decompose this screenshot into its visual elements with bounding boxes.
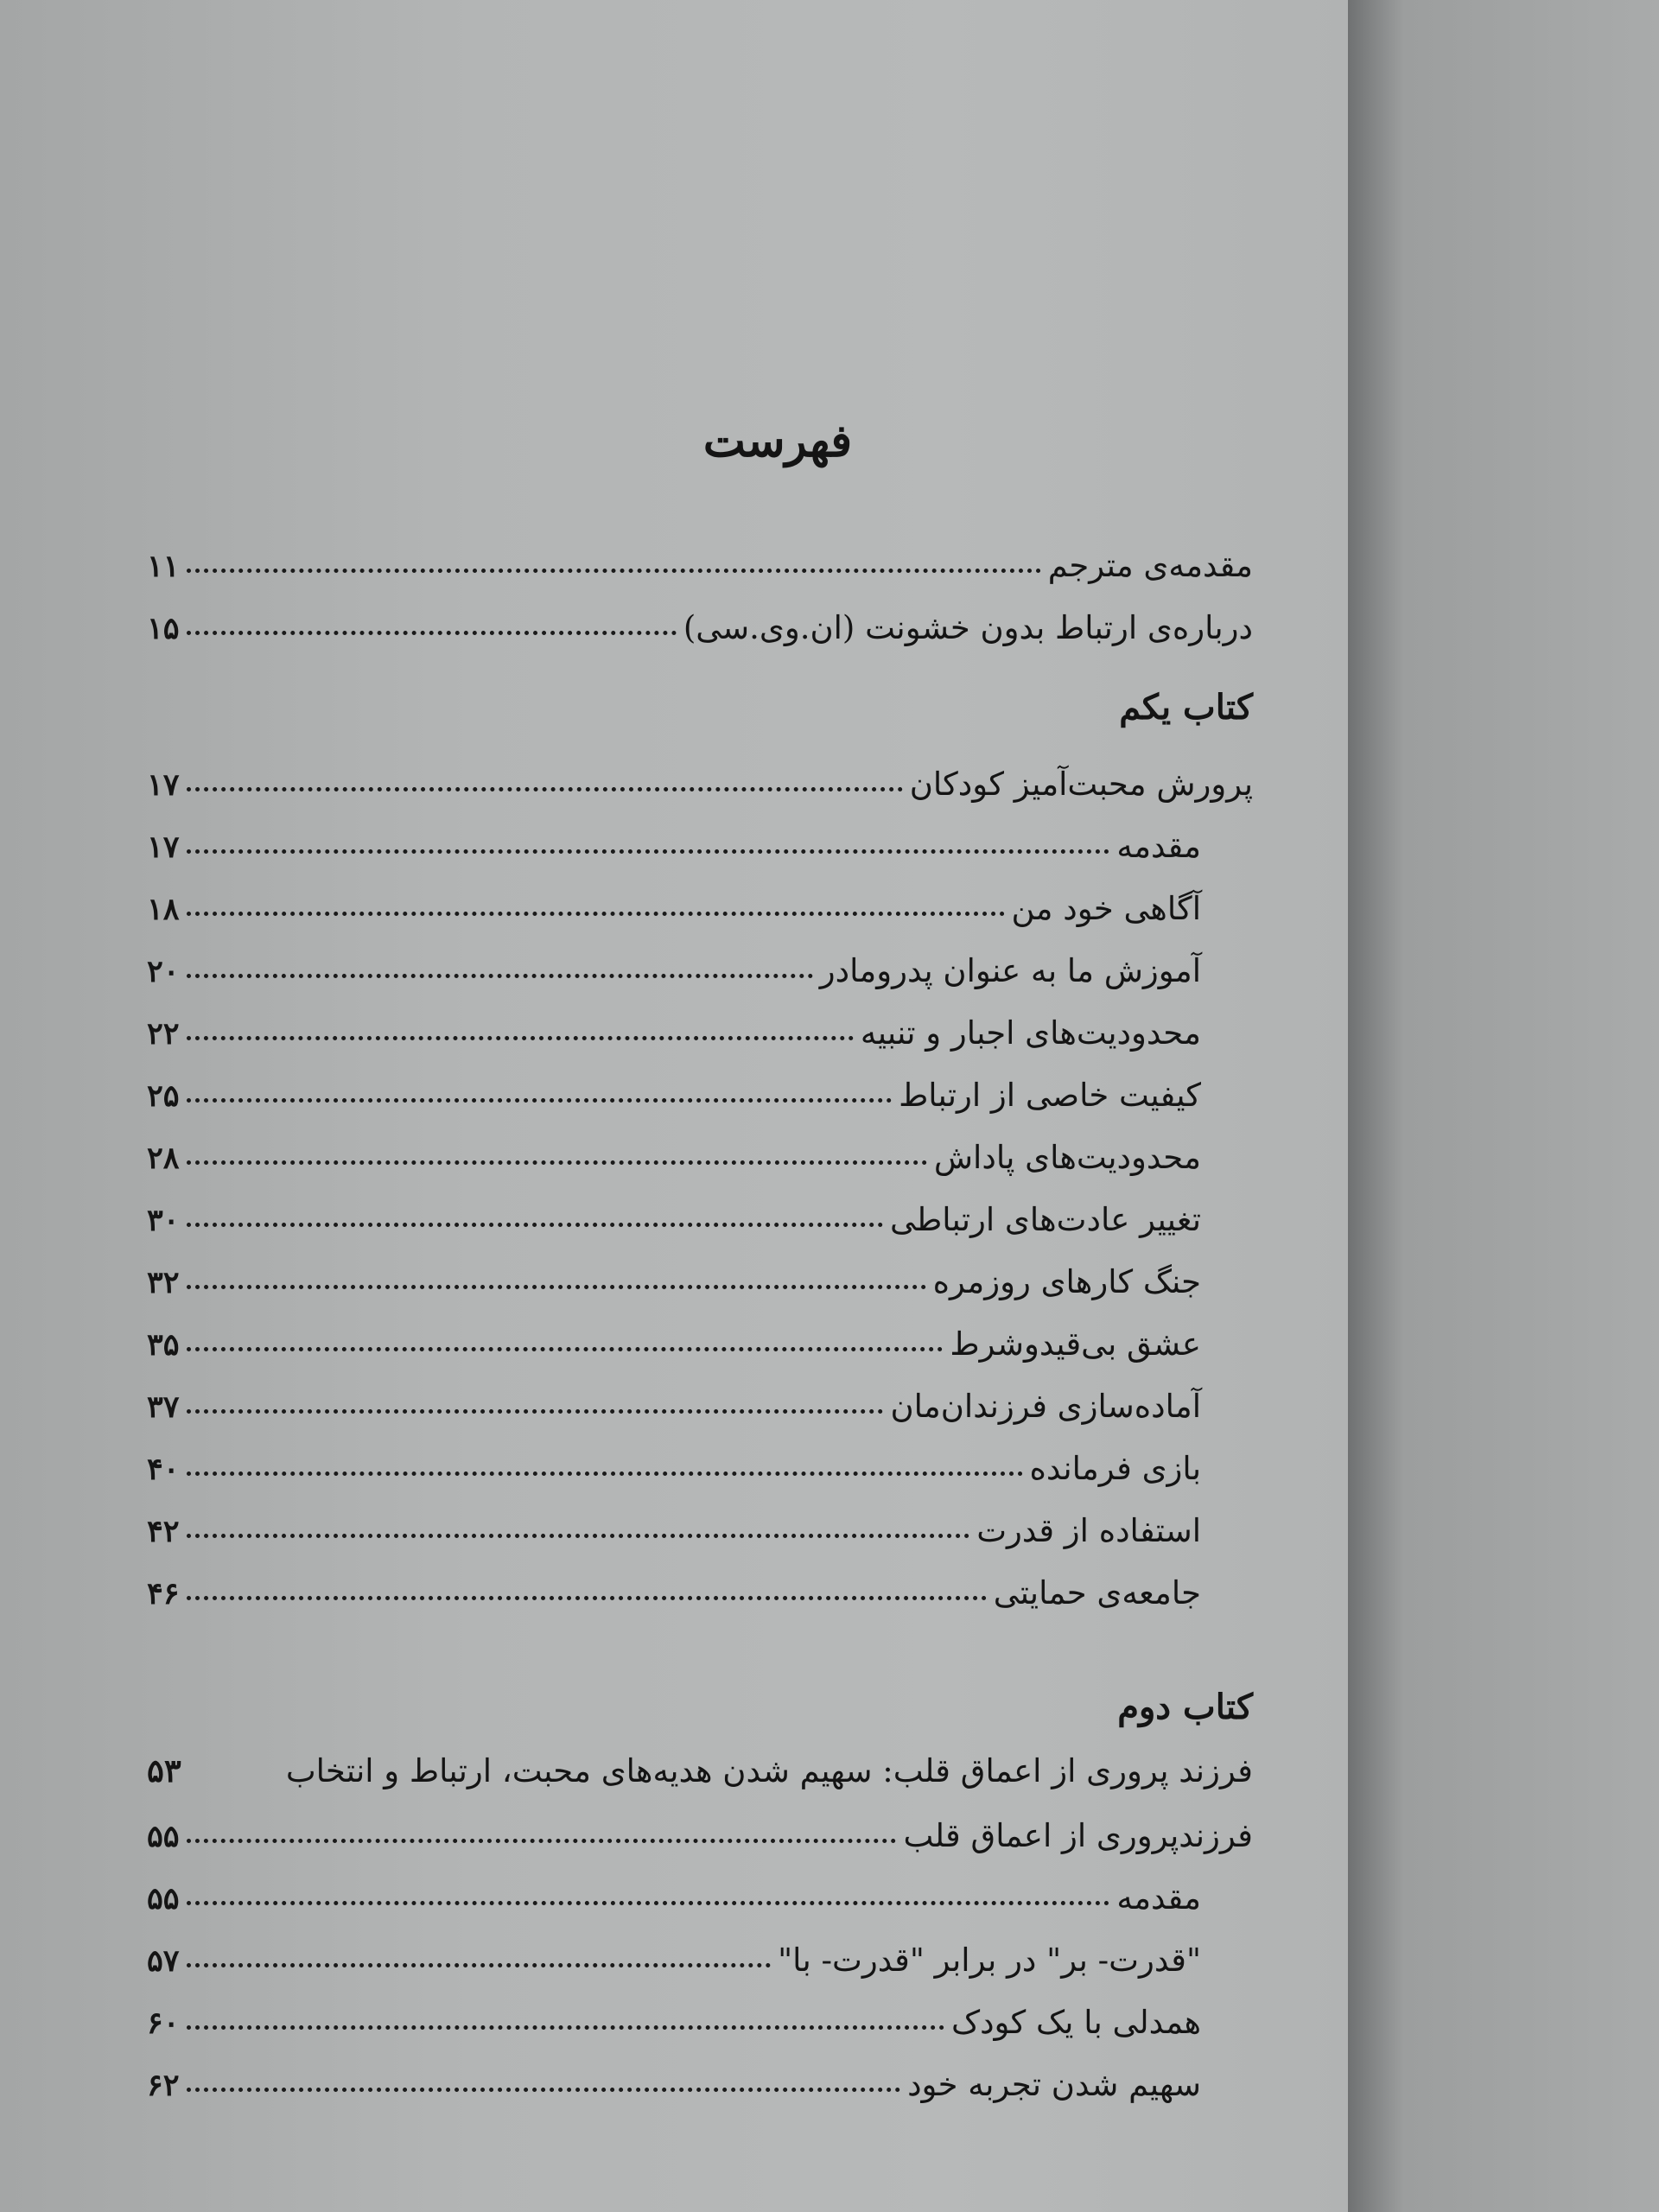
dot-leader [187, 569, 1041, 573]
dot-leader [187, 2025, 944, 2030]
toc-subentry [147, 1914, 1253, 1979]
entry-label: محدودیت‌های پاداش [933, 1139, 1201, 1176]
toc-entry [147, 1789, 1253, 1852]
toc-subentry [147, 987, 1253, 1052]
entry-page: ۲۰ [147, 954, 180, 989]
entry-label: فرزندپروری از اعماق قلب [903, 1817, 1253, 1854]
entry-page: ۵۵ [147, 1881, 180, 1916]
dot-leader [187, 1596, 987, 1600]
entry-page: ۳۰ [147, 1203, 180, 1238]
toc-subentry [147, 1111, 1253, 1176]
entry-page: ۶۰ [147, 2005, 180, 2041]
dot-leader [187, 1223, 883, 1227]
toc-subentry [147, 1547, 1253, 1609]
entry-label: کیفیت خاصی از ارتباط [899, 1077, 1201, 1114]
dot-leader [187, 1409, 884, 1414]
entry-label: مقدمه [1116, 1879, 1201, 1916]
toc-subentry [147, 2038, 1253, 2101]
entry-label: "قدرت- بر" در برابر "قدرت- با" [778, 1942, 1201, 1979]
entry-label: تغییر عادت‌های ارتباطی [890, 1201, 1201, 1238]
dot-leader [187, 1471, 1023, 1476]
toc-subentry [147, 1049, 1253, 1114]
dot-leader [187, 849, 1110, 854]
entry-label: مقدمه [1116, 828, 1201, 865]
dot-leader [187, 1098, 892, 1103]
dot-leader [187, 1901, 1110, 1905]
entry-label: محدودیت‌های اجبار و تنبیه [860, 1014, 1201, 1052]
entry-label: جنگ کارهای روزمره [932, 1263, 1201, 1300]
toc-subentry [147, 1484, 1253, 1547]
entry-page: ۴۶ [147, 1576, 180, 1611]
dot-leader [187, 1285, 926, 1289]
toc-entry [147, 519, 1253, 582]
toc-subentry [147, 1236, 1253, 1298]
toc-subentry [147, 1422, 1253, 1487]
entry-label: عشق بی‌قیدوشرط [950, 1325, 1201, 1363]
toc-subentry [147, 862, 1253, 925]
entry-page: ۳۵ [147, 1327, 180, 1363]
entry-label: سهیم شدن تجربه خود [907, 2066, 1201, 2103]
entry-page: ۱۵ [147, 611, 180, 646]
entry-label: فرزند پروری از اعماق قلب: سهیم شدن هدیه‌های محبت، ارتباط و انتخاب [285, 1752, 1253, 1789]
dot-leader [187, 1036, 854, 1040]
entry-page: ۳۷ [147, 1389, 180, 1425]
dot-leader [187, 1534, 970, 1538]
entry-page: ۴۲ [147, 1514, 180, 1549]
table-of-contents [147, 415, 1253, 2101]
page-title: فهرست [702, 415, 853, 467]
entry-page: ۶۲ [147, 2068, 180, 2103]
entry-label: آموزش ما به عنوان پدرومادر [819, 952, 1201, 989]
toc-entry-long [147, 1738, 1253, 1789]
entry-label: آگاهی خود من [1011, 890, 1201, 927]
entry-label: درباره‌ی ارتباط بدون خشونت (ان.وی.سی) [683, 609, 1253, 646]
toc-subentry [147, 1173, 1253, 1236]
dot-leader [187, 631, 677, 635]
dot-leader [187, 1160, 927, 1165]
entry-page: ۱۱ [147, 549, 180, 584]
toc-entry [147, 738, 1253, 803]
entry-page: ۵۷ [147, 1943, 180, 1979]
entry-label: بازی فرمانده [1029, 1450, 1201, 1487]
entry-label: همدلی با یک کودک [950, 2004, 1201, 2041]
dot-leader [187, 2088, 900, 2092]
entry-page: ۵۵ [147, 1819, 180, 1854]
dot-leader [187, 1839, 897, 1843]
entry-label: آماده‌سازی فرزندان‌مان [890, 1388, 1201, 1425]
entry-label: جامعه‌ی حمایتی [993, 1574, 1201, 1611]
toc-subentry [147, 800, 1253, 865]
toc-subentry [147, 1298, 1253, 1363]
section-heading-book1: کتاب یکم [1119, 687, 1253, 728]
entry-page: ۱۷ [147, 830, 180, 865]
toc-subentry [147, 1976, 1253, 2041]
page-edge-shadow [1348, 0, 1659, 2212]
toc-entry [147, 582, 1253, 644]
dot-leader [187, 974, 813, 978]
entry-page: ۱۸ [147, 892, 180, 927]
dot-leader [187, 1347, 944, 1351]
entry-page: ۳۲ [147, 1265, 180, 1300]
entry-page: ۲۲ [147, 1016, 180, 1052]
entry-page: ۱۷ [147, 767, 180, 803]
dot-leader [187, 1963, 772, 1967]
toc-subentry [147, 1360, 1253, 1425]
entry-label: مقدمه‌ی مترجم [1047, 547, 1253, 584]
toc-subentry [147, 1852, 1253, 1914]
entry-label: استفاده از قدرت [976, 1512, 1201, 1549]
toc-subentry [147, 925, 1253, 987]
entry-page: ۲۵ [147, 1078, 180, 1114]
dot-leader [187, 787, 903, 791]
entry-page: ۵۳ [147, 1751, 181, 1789]
entry-page: ۴۰ [147, 1452, 180, 1487]
entry-label: پرورش محبت‌آمیز کودکان [909, 766, 1253, 803]
dot-leader [187, 912, 1005, 916]
entry-page: ۲۸ [147, 1141, 180, 1176]
section-heading-book2: کتاب دوم [1117, 1687, 1253, 1727]
